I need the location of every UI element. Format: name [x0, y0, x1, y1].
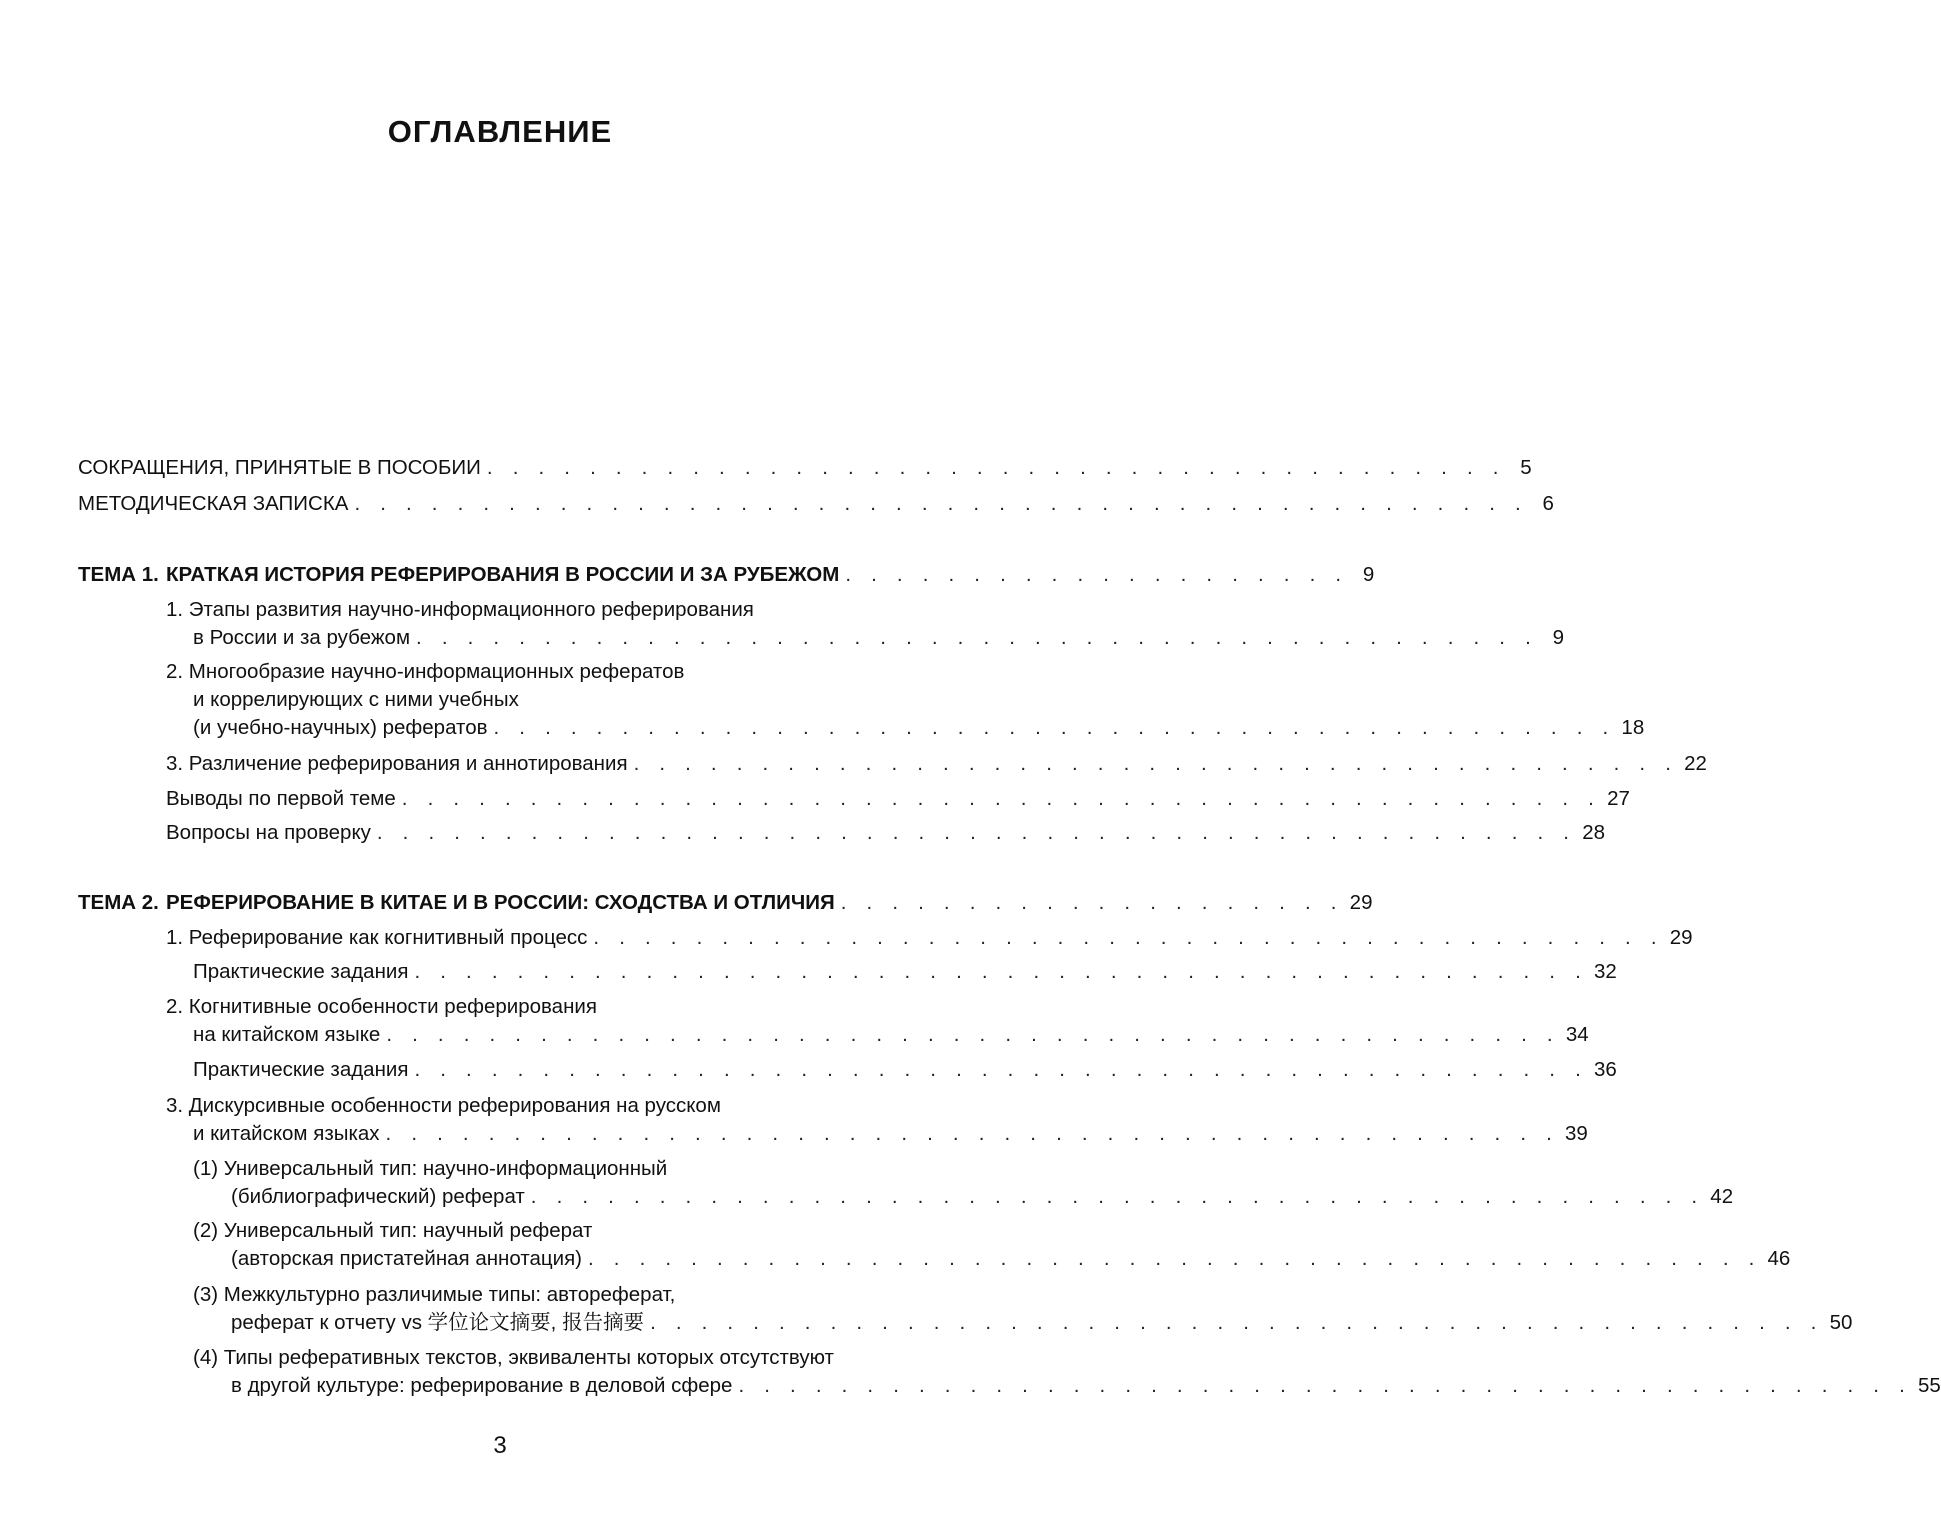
toc-entry-questions: Вопросы на проверку . . . . . . . . . . . . . . . . . . . . . . . . . . . . . . . . . . . . . . . . . . . . . . . 28 — [166, 821, 1605, 844]
toc-entry-text: (4) Типы реферативных текстов, эквиваленты которых отсутствуют — [193, 1346, 834, 1369]
theme-label: ТЕМА 2. — [78, 891, 159, 914]
toc-entry-page: 27 — [1607, 787, 1630, 810]
toc-entry-text: (1) Универсальный тип: научно-информационный — [193, 1157, 668, 1180]
toc-entry-page: 39 — [1565, 1122, 1588, 1145]
toc-theme-2-heading: ТЕМА 2. РЕФЕРИРОВАНИЕ В КИТАЕ И В РОССИИ: СХОДСТВА И ОТЛИЧИЯ . . . . . . . . . . . . . . . . . . . . 29 — [78, 891, 1373, 914]
toc-entry-methodical-note: МЕТОДИЧЕСКАЯ ЗАПИСКА . . . . . . . . . . . . . . . . . . . . . . . . . . . . . . . . . . . . . . . . . . . . . . 6 — [78, 492, 1554, 515]
page-title: ОГЛАВЛЕНИЕ — [387, 114, 613, 149]
toc-entry-author-annotation: (авторская пристатейная аннотация) . . . . . . . . . . . . . . . . . . . . . . . . . . . . . . . . . . . . . . . . . . . . . . 46 — [231, 1247, 1791, 1270]
toc-entry-variety: (и учебно-научных) рефератов . . . . . . . . . . . . . . . . . . . . . . . . . . . . . . . . . . . . . . . . . . . . 18 — [193, 716, 1645, 739]
toc-entry-text: в другой культуре: реферирование в деловой сфере — [231, 1374, 733, 1397]
toc-entry-abbreviations: СОКРАЩЕНИЯ, ПРИНЯТЫЕ В ПОСОБИИ . . . . . . . . . . . . . . . . . . . . . . . . . . . . . . . . . . . . . . . . 5 — [78, 456, 1532, 479]
toc-entry-cognitive-chinese: на китайском языке . . . . . . . . . . . . . . . . . . . . . . . . . . . . . . . . . . . . . . . . . . . . . . 34 — [193, 1023, 1589, 1046]
theme-title: КРАТКАЯ ИСТОРИЯ РЕФЕРИРОВАНИЯ В РОССИИ И ЗА РУБЕЖОМ — [166, 563, 840, 586]
toc-entry-text: 1. Реферирование как когнитивный процесс — [166, 926, 588, 949]
toc-entry-text: в России и за рубежом — [193, 626, 411, 649]
toc-entry-page: 55 — [1917, 1374, 1941, 1397]
toc-entry-text: 2. Когнитивные особенности реферирования — [166, 995, 597, 1018]
toc-entry-text: (авторская пристатейная аннотация) — [231, 1247, 583, 1270]
toc-entry-text: реферат к отчету vs 学位论文摘要, 报告摘要 — [231, 1311, 645, 1334]
toc-entry-page: 46 — [1767, 1247, 1791, 1270]
toc-entry-text: Вопросы на проверку — [166, 821, 371, 844]
toc-entry-page: 18 — [1621, 716, 1645, 739]
toc-entry-distinction: 3. Различение реферирования и аннотирования . . . . . . . . . . . . . . . . . . . . . . . . . . . . . . . . . . . . . . . . . 22 — [166, 752, 1707, 775]
toc-entry-text: (2) Универсальный тип: научный реферат — [193, 1219, 593, 1242]
toc-entry-practice-1: Практические задания . . . . . . . . . . . . . . . . . . . . . . . . . . . . . . . . . . . . . . . . . . . . . . 32 — [193, 960, 1617, 983]
toc-entry-page: 34 — [1565, 1023, 1589, 1046]
toc-entry-text: 3. Дискурсивные особенности реферирования на русском — [166, 1094, 721, 1117]
toc-entry-text: (и учебно-научных) рефератов — [193, 716, 488, 739]
toc-entry-page: 29 — [1349, 891, 1373, 914]
toc-entry-text: (библиографический) реферат — [231, 1185, 525, 1208]
toc-entry-stages: в России и за рубежом . . . . . . . . . . . . . . . . . . . . . . . . . . . . . . . . . . . . . . . . . . . . 9 — [193, 626, 1564, 649]
toc-entry-page: 50 — [1829, 1311, 1853, 1334]
toc-entry-text: Выводы по первой теме — [166, 787, 396, 810]
toc-entry-discursive: и китайском языках . . . . . . . . . . . . . . . . . . . . . . . . . . . . . . . . . . . . . . . . . . . . . . 39 — [193, 1122, 1588, 1145]
toc-entry-text: Практические задания — [193, 960, 409, 983]
toc-entry-text: 1. Этапы развития научно-информационного реферирования — [166, 598, 754, 621]
toc-entry-text: 3. Различение реферирования и аннотирования — [166, 752, 628, 775]
toc-entry-text: Практические задания — [193, 1058, 409, 1081]
toc-entry-page: 28 — [1582, 821, 1605, 844]
toc-entry-text: на китайском языке — [193, 1023, 381, 1046]
toc-entry-page: 5 — [1520, 456, 1532, 479]
toc-entry-practice-2: Практические задания . . . . . . . . . . . . . . . . . . . . . . . . . . . . . . . . . . . . . . . . . . . . . . 36 — [193, 1058, 1617, 1081]
toc-entry-cognitive-process: 1. Реферирование как когнитивный процесс . . . . . . . . . . . . . . . . . . . . . . . . . . . . . . . . . . . . . . . . . . 29 — [166, 926, 1693, 949]
toc-entry-text: (3) Межкультурно различимые типы: автореферат, — [193, 1283, 676, 1306]
page-number: 3 — [493, 1432, 507, 1459]
toc-entry-bibliographic: (библиографический) реферат . . . . . . . . . . . . . . . . . . . . . . . . . . . . . . . . . . . . . . . . . . . . . . 42 — [231, 1185, 1734, 1208]
toc-entry-page: 42 — [1710, 1185, 1734, 1208]
toc-entry-text: и китайском языках — [193, 1122, 380, 1145]
toc-entry-business: в другой культуре: реферирование в деловой сфере . . . . . . . . . . . . . . . . . . . . . . . . . . . . . . . . . . . . . . . . . . . . . . 55 — [231, 1374, 1941, 1397]
theme-title: РЕФЕРИРОВАНИЕ В КИТАЕ И В РОССИИ: СХОДСТВА И ОТЛИЧИЯ — [166, 891, 835, 914]
toc-entry-page: 22 — [1684, 752, 1707, 775]
theme-label: ТЕМА 1. — [78, 563, 159, 586]
toc-entry-page: 9 — [1552, 626, 1564, 649]
toc-entry-text: СОКРАЩЕНИЯ, ПРИНЯТЫЕ В ПОСОБИИ — [78, 456, 481, 479]
toc-entry-conclusions: Выводы по первой теме . . . . . . . . . . . . . . . . . . . . . . . . . . . . . . . . . . . . . . . . . . . . . . . 27 — [166, 787, 1630, 810]
toc-entry-autoreferat: реферат к отчету vs 学位论文摘要, 报告摘要 . . . . . . . . . . . . . . . . . . . . . . . . . . . . . . . . . . . . . . . . . . . . . . 50 — [231, 1311, 1853, 1334]
toc-entry-page: 6 — [1542, 492, 1554, 515]
toc-entry-text: и коррелирующих с ними учебных — [193, 688, 519, 711]
toc-entry-page: 36 — [1593, 1058, 1617, 1081]
toc-entry-page: 32 — [1593, 960, 1617, 983]
toc-theme-1-heading: ТЕМА 1. КРАТКАЯ ИСТОРИЯ РЕФЕРИРОВАНИЯ В РОССИИ И ЗА РУБЕЖОМ . . . . . . . . . . . . . . . . . . . . 9 — [78, 563, 1375, 586]
toc-entry-text: МЕТОДИЧЕСКАЯ ЗАПИСКА — [78, 492, 349, 515]
toc-entry-page: 29 — [1669, 926, 1693, 949]
toc-entry-text: 2. Многообразие научно-информационных рефератов — [166, 660, 685, 683]
toc-entry-page: 9 — [1362, 563, 1375, 586]
